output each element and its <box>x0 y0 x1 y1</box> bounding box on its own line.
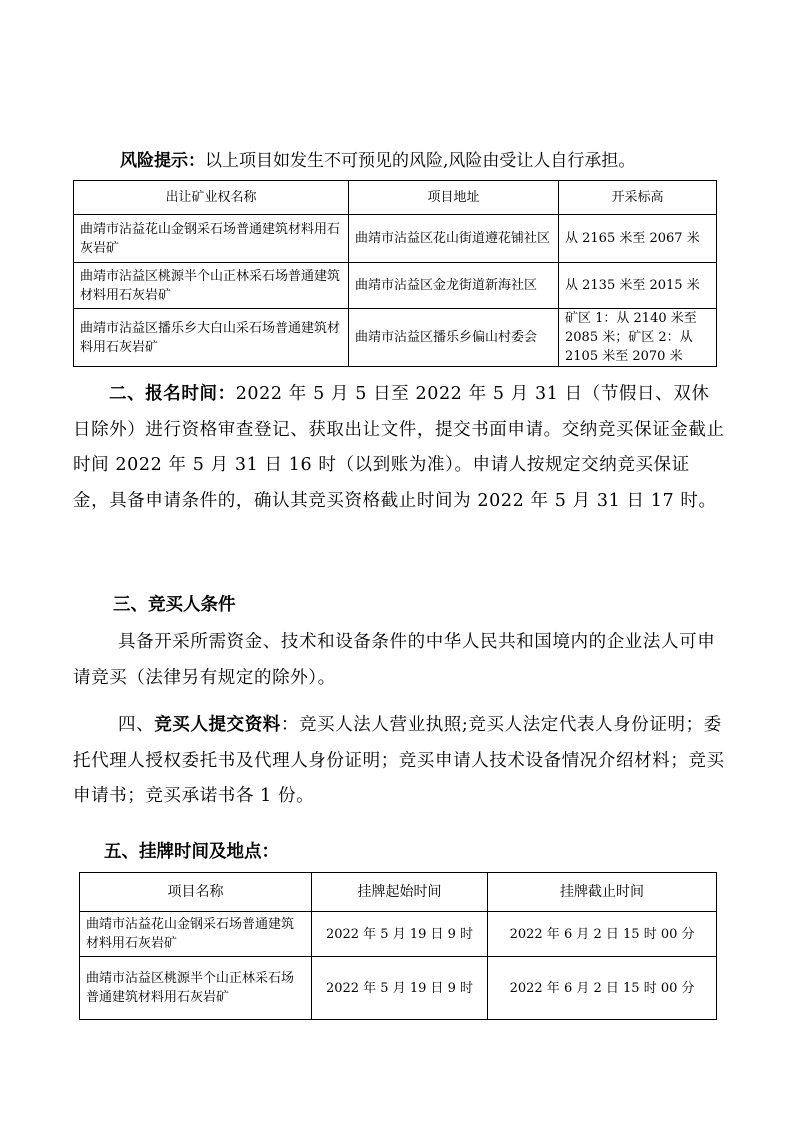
header-cell: 项目名称 <box>80 873 312 912</box>
table-row <box>80 957 717 1020</box>
table-cell: 2022 年 6 月 2 日 15 时 00 分 <box>488 912 717 957</box>
table-cell: 曲靖市沾益区桃源半个山正林采石场普通建筑材料用石灰岩矿 <box>74 263 349 309</box>
risk-notice <box>120 146 635 171</box>
table-cell: 曲靖市沾益区播乐乡偏山村委会 <box>349 309 559 367</box>
table-cell: 2022 年 6 月 2 日 15 时 00 分 <box>488 957 717 1020</box>
section-heading: 三、竞买人条件 <box>113 595 236 615</box>
table-cell: 从 2165 米至 2067 米 <box>559 215 717 263</box>
table-row <box>80 912 717 957</box>
table-cell: 曲靖市沾益区金龙街道新海社区 <box>349 263 559 309</box>
table-header-row <box>80 873 717 912</box>
table-cell: 曲靖市沾益花山金钢采石场普通建筑材料用石灰岩矿 <box>80 912 312 957</box>
section-heading: 五、挂牌时间及地点： <box>104 842 279 862</box>
section-submission-materials <box>73 708 725 815</box>
table-cell: 曲靖市沾益区播乐乡大白山采石场普通建筑材料用石灰岩矿 <box>74 309 349 367</box>
header-cell: 项目地址 <box>349 181 559 215</box>
section-prefix: 四、 <box>118 715 155 735</box>
header-cell: 出让矿业权名称 <box>74 181 349 215</box>
table-cell: 从 2135 米至 2015 米 <box>559 263 717 309</box>
table-row <box>74 309 717 367</box>
section-heading: 二、报名时间： <box>109 384 236 404</box>
table-header-row <box>74 181 717 215</box>
risk-text: 以上项目如发生不可预见的风险,风险由受让人自行承担。 <box>205 151 636 171</box>
header-cell: 挂牌起始时间 <box>311 873 487 912</box>
section-text: 2022 年 5 月 5 日至 2022 年 5 月 31 日（节假日、双休日除外）进行资格审查登记、获取出让文件，提交书面申请。交纳竞买保证金截止时间 2022 年 5 月 31 日 16 时（以到账为准）。申请人按规定交纳竞买保证金，具备申请条件的，确认其竞买资格截止时间为 2022 年 5 月 31 日 17 时。 <box>73 384 725 512</box>
table-row <box>74 215 717 263</box>
table-cell: 2022 年 5 月 19 日 9 时 <box>311 957 487 1020</box>
table-cell: 曲靖市沾益区花山街道遵花铺社区 <box>349 215 559 263</box>
header-cell: 开采标高 <box>559 181 717 215</box>
section-bidder-conditions: 具备开采所需资金、技术和设备条件的中华人民共和国境内的企业法人可申请竞买（法律另有规定的除外）。 <box>73 632 716 688</box>
table-cell: 曲靖市沾益花山金钢采石场普通建筑材料用石灰岩矿 <box>74 215 349 263</box>
mining-rights-table <box>73 180 717 367</box>
risk-label: 风险提示： <box>120 151 205 171</box>
section-heading: 竞买人提交资料 <box>154 715 281 735</box>
table-cell: 曲靖市沾益区桃源半个山正林采石场普通建筑材料用石灰岩矿 <box>80 957 312 1020</box>
section-registration-time <box>73 377 725 520</box>
section-text: ：竞买人法人营业执照;竞买人法定代表人身份证明；委托代理人授权委托书及代理人身份证明；竞买申请人技术设备情况介绍材料；竞买申请书；竞买承诺书各 1 份。 <box>73 715 725 807</box>
table-cell: 矿区 1：从 2140 米至 2085 米；矿区 2：从 2105 米至 2070 米 <box>559 309 717 367</box>
listing-time-table <box>79 872 717 1020</box>
header-cell: 挂牌截止时间 <box>488 873 717 912</box>
table-cell: 2022 年 5 月 19 日 9 时 <box>311 912 487 957</box>
table-row <box>74 263 717 309</box>
